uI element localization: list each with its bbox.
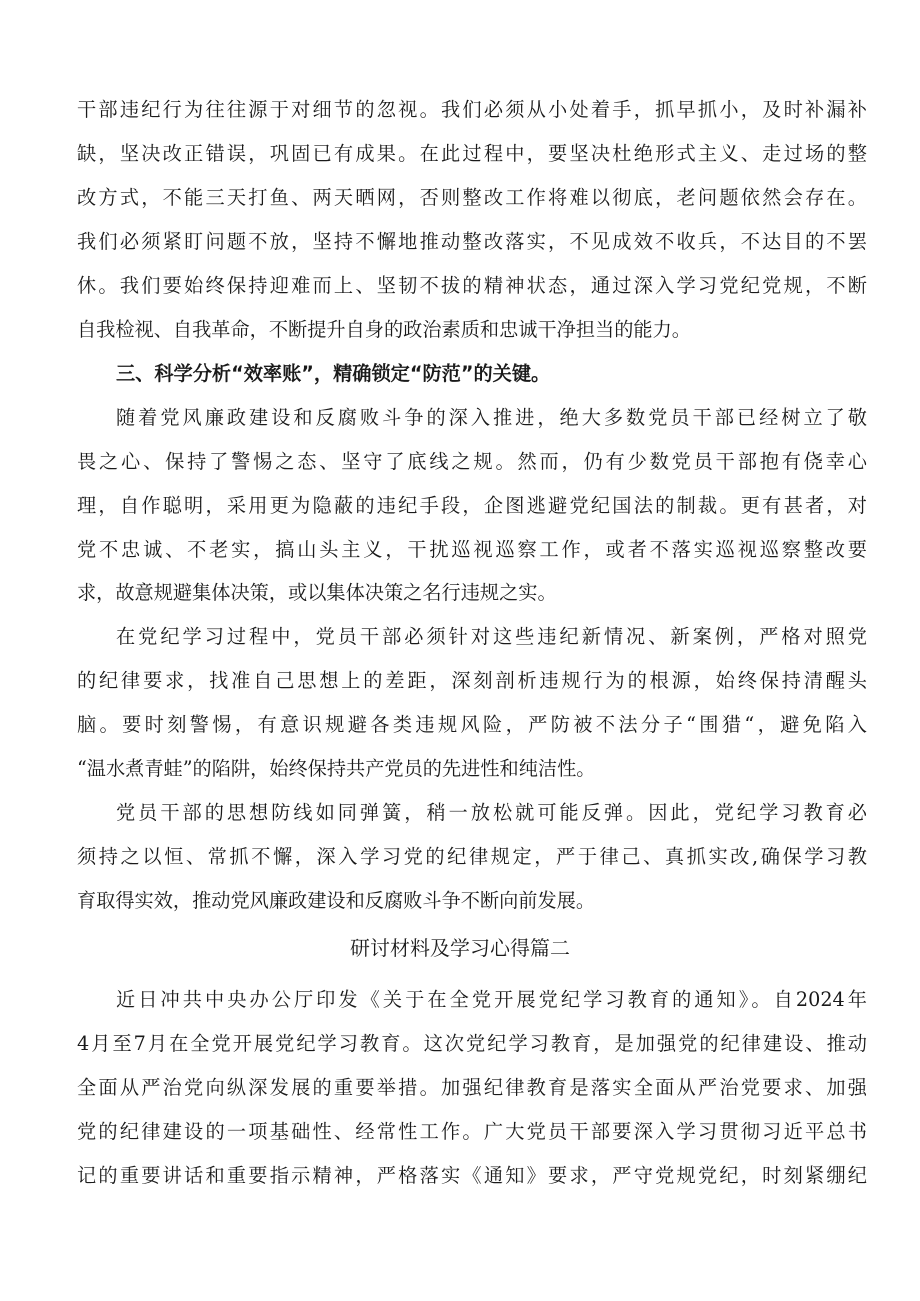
paragraph-3-line-2: 的纪律要求，找准自己思想上的差距，深刻剖析违规行为的根源，始终保持清醒头 [77, 669, 867, 692]
paragraph-1-line-3: 改方式，不能三天打鱼、两天晒网，否则整改工作将难以彻底，老问题依然会存在。 [77, 186, 867, 209]
paragraph-4-line-2: 须持之以恒、常抓不懈，深入学习党的纪律规定，严于律己、真抓实改,确保学习教 [77, 845, 867, 868]
paragraph-3-line-1: 在党纪学习过程中，党员干部必须针对这些违纪新情况、新案例，严格对照党 [116, 625, 867, 648]
paragraph-1-line-6: 自我检视、自我革命，不断提升自身的政治素质和忠诚干净担当的能力。 [77, 318, 691, 341]
paragraph-4-line-3: 育取得实效，推动党风廉政建设和反腐败斗争不断向前发展。 [77, 889, 596, 912]
paragraph-4-line-1: 党员干部的思想防线如同弹簧，稍一放松就可能反弹。因此，党纪学习教育必 [116, 801, 867, 824]
paragraph-2-line-1: 随着党风廉政建设和反腐败斗争的深入推进，绝大多数党员干部已经树立了敬 [116, 406, 867, 429]
paragraph-1-line-5: 休。我们要始终保持迎难而上、坚韧不拔的精神状态，通过深入学习党纪党规，不断 [77, 274, 867, 297]
paragraph-1-line-4: 我们必须紧盯问题不放，坚持不懈地推动整改落实，不见成效不收兵，不达目的不罢 [77, 230, 867, 253]
paragraph-2-line-3: 理，自作聪明，采用更为隐蔽的违纪手段，企图逃避党纪国法的制裁。更有甚者，对 [77, 494, 867, 517]
paragraph-2-line-5: 求，故意规避集体决策，或以集体决策之名行违规之实。 [77, 581, 557, 604]
section-title: 研讨材料及学习心得篇二 [350, 936, 570, 960]
paragraph-1-line-2: 缺，坚决改正错误，巩固已有成果。在此过程中，要坚决杜绝形式主义、走过场的整 [77, 142, 867, 165]
paragraph-5-line-3: 全面从严治党向纵深发展的重要举措。加强纪律教育是落实全面从严治党要求、加强 [77, 1076, 867, 1099]
paragraph-5-line-2: 4月至7月在全党开展党纪学习教育。这次党纪学习教育，是加强党的纪律建设、推动 [77, 1032, 867, 1055]
paragraph-5-line-4: 党的纪律建设的一项基础性、经常性工作。广大党员干部要深入学习贯彻习近平总书 [77, 1120, 867, 1143]
paragraph-3-line-4: “温水煮青蛙”的陷阱，始终保持共产党员的先进性和纯洁性。 [77, 757, 596, 780]
section-heading-3: 三、科学分析“效率账”，精确锁定“防范”的关键。 [116, 362, 551, 385]
paragraph-2-line-2: 畏之心、保持了警惕之态、坚守了底线之规。然而，仍有少数党员干部抱有侥幸心 [77, 450, 867, 473]
paragraph-3-line-3: 脑。要时刻警惕，有意识规避各类违规风险，严防被不法分子“围猎“，避免陷入 [77, 713, 867, 736]
paragraph-5-line-1: 近日冲共中央办公厅印发《关于在全党开展党纪学习教育的通知》。自2024年 [116, 988, 867, 1011]
paragraph-2-line-4: 党不忠诚、不老实，搞山头主义，干扰巡视巡察工作，或者不落实巡视巡察整改要 [77, 538, 867, 561]
paragraph-5-line-5: 记的重要讲话和重要指示精神，严格落实《通知》要求，严守党规党纪，时刻紧绷纪 [77, 1164, 867, 1187]
paragraph-1-line-1: 干部违纪行为往往源于对细节的忽视。我们必须从小处着手，抓早抓小，及时补漏补 [77, 98, 867, 121]
